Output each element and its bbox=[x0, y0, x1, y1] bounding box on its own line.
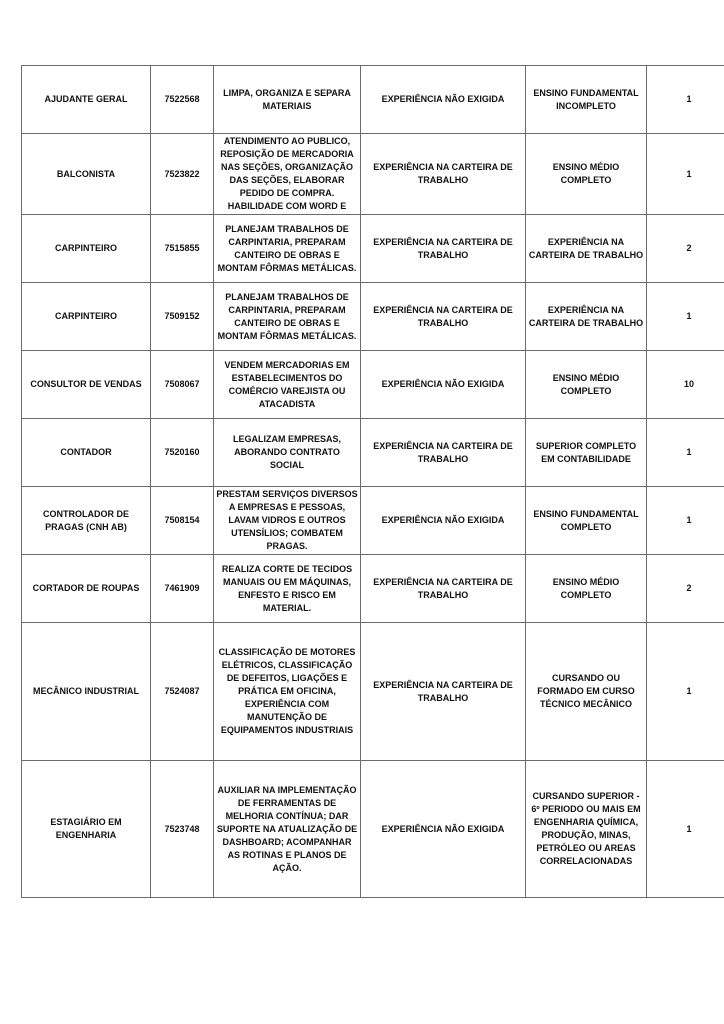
cell-cargo: ESTAGIÁRIO EM ENGENHARIA bbox=[22, 761, 151, 898]
cell-vagas: 1 bbox=[647, 283, 724, 351]
cell-codigo: 7523748 bbox=[151, 761, 214, 898]
cell-descricao: LIMPA, ORGANIZA E SEPARA MATERIAIS bbox=[214, 66, 361, 134]
table-row bbox=[22, 761, 724, 898]
cell-codigo: 7523822 bbox=[151, 134, 214, 215]
cell-experiencia: EXPERIÊNCIA NA CARTEIRA DE TRABALHO bbox=[361, 555, 526, 623]
cell-codigo: 7520160 bbox=[151, 419, 214, 487]
cell-vagas: 1 bbox=[647, 487, 724, 555]
job-openings-table bbox=[21, 65, 724, 898]
cell-experiencia: EXPERIÊNCIA NÃO EXIGIDA bbox=[361, 351, 526, 419]
cell-descricao: REALIZA CORTE DE TECIDOS MANUAIS OU EM MÁQUINAS, ENFESTO E RISCO EM MATERIAL. bbox=[214, 555, 361, 623]
cell-experiencia: EXPERIÊNCIA NÃO EXIGIDA bbox=[361, 66, 526, 134]
cell-vagas: 1 bbox=[647, 419, 724, 487]
cell-vagas: 1 bbox=[647, 66, 724, 134]
cell-descricao: CLASSIFICAÇÃO DE MOTORES ELÉTRICOS, CLASSIFICAÇÃO DE DEFEITOS, LIGAÇÕES E PRÁTICA EM OFICINA, EXPERIÊNCIA COM MANUTENÇÃO DE EQUIPAMENTOS INDUSTRIAIS bbox=[214, 623, 361, 761]
table-row bbox=[22, 351, 724, 419]
cell-cargo: MECÂNICO INDUSTRIAL bbox=[22, 623, 151, 761]
cell-experiencia: EXPERIÊNCIA NA CARTEIRA DE TRABALHO bbox=[361, 134, 526, 215]
cell-cargo: CARPINTEIRO bbox=[22, 283, 151, 351]
cell-descricao: LEGALIZAM EMPRESAS, ABORANDO CONTRATO SOCIAL bbox=[214, 419, 361, 487]
cell-experiencia: EXPERIÊNCIA NÃO EXIGIDA bbox=[361, 487, 526, 555]
cell-vagas: 2 bbox=[647, 555, 724, 623]
cell-escolaridade: CURSANDO OU FORMADO EM CURSO TÉCNICO MECÂNICO bbox=[526, 623, 647, 761]
cell-descricao: PLANEJAM TRABALHOS DE CARPINTARIA, PREPARAM CANTEIRO DE OBRAS E MONTAM FÔRMAS METÁLICAS. bbox=[214, 283, 361, 351]
cell-cargo: AJUDANTE GERAL bbox=[22, 66, 151, 134]
cell-escolaridade: EXPERIÊNCIA NA CARTEIRA DE TRABALHO bbox=[526, 215, 647, 283]
cell-descricao: AUXILIAR NA IMPLEMENTAÇÃO DE FERRAMENTAS DE MELHORIA CONTÍNUA; DAR SUPORTE NA ATUALIZAÇÃO DE DASHBOARD; ACOMPANHAR AS ROTINAS E PLANOS DE AÇÃO. bbox=[214, 761, 361, 898]
cell-cargo: CONTADOR bbox=[22, 419, 151, 487]
cell-descricao: PRESTAM SERVIÇOS DIVERSOS A EMPRESAS E PESSOAS, LAVAM VIDROS E OUTROS UTENSÍLIOS; COMBATEM PRAGAS. bbox=[214, 487, 361, 555]
cell-experiencia: EXPERIÊNCIA NA CARTEIRA DE TRABALHO bbox=[361, 419, 526, 487]
cell-escolaridade: SUPERIOR COMPLETO EM CONTABILIDADE bbox=[526, 419, 647, 487]
cell-vagas: 1 bbox=[647, 623, 724, 761]
table-row bbox=[22, 555, 724, 623]
table-row bbox=[22, 487, 724, 555]
cell-codigo: 7509152 bbox=[151, 283, 214, 351]
cell-vagas: 1 bbox=[647, 134, 724, 215]
cell-escolaridade: ENSINO MÉDIO COMPLETO bbox=[526, 351, 647, 419]
cell-descricao: ATENDIMENTO AO PUBLICO, REPOSIÇÃO DE MERCADORIA NAS SEÇÕES, ORGANIZAÇÃO DAS SEÇÕES, ELABORAR PEDIDO DE COMPRA. HABILIDADE COM WORD E bbox=[214, 134, 361, 215]
cell-descricao: VENDEM MERCADORIAS EM ESTABELECIMENTOS DO COMÉRCIO VAREJISTA OU ATACADISTA bbox=[214, 351, 361, 419]
cell-codigo: 7508154 bbox=[151, 487, 214, 555]
cell-escolaridade: CURSANDO SUPERIOR - 6º PERIODO OU MAIS EM ENGENHARIA QUÍMICA, PRODUÇÃO, MINAS, PETRÓLEO OU AREAS CORRELACIONADAS bbox=[526, 761, 647, 898]
cell-escolaridade: ENSINO FUNDAMENTAL COMPLETO bbox=[526, 487, 647, 555]
cell-codigo: 7508067 bbox=[151, 351, 214, 419]
cell-codigo: 7515855 bbox=[151, 215, 214, 283]
cell-cargo: CARPINTEIRO bbox=[22, 215, 151, 283]
cell-vagas: 2 bbox=[647, 215, 724, 283]
cell-cargo: CORTADOR DE ROUPAS bbox=[22, 555, 151, 623]
cell-escolaridade: ENSINO MÉDIO COMPLETO bbox=[526, 555, 647, 623]
table-row bbox=[22, 215, 724, 283]
cell-cargo: CONSULTOR DE VENDAS bbox=[22, 351, 151, 419]
table-row bbox=[22, 66, 724, 134]
cell-experiencia: EXPERIÊNCIA NÃO EXIGIDA bbox=[361, 761, 526, 898]
cell-escolaridade: ENSINO FUNDAMENTAL INCOMPLETO bbox=[526, 66, 647, 134]
table-row bbox=[22, 419, 724, 487]
cell-descricao: PLANEJAM TRABALHOS DE CARPINTARIA, PREPARAM CANTEIRO DE OBRAS E MONTAM FÔRMAS METÁLICAS. bbox=[214, 215, 361, 283]
table-row bbox=[22, 623, 724, 761]
cell-escolaridade: ENSINO MÉDIO COMPLETO bbox=[526, 134, 647, 215]
cell-experiencia: EXPERIÊNCIA NA CARTEIRA DE TRABALHO bbox=[361, 623, 526, 761]
table-row bbox=[22, 283, 724, 351]
cell-experiencia: EXPERIÊNCIA NA CARTEIRA DE TRABALHO bbox=[361, 215, 526, 283]
cell-vagas: 1 bbox=[647, 761, 724, 898]
cell-experiencia: EXPERIÊNCIA NA CARTEIRA DE TRABALHO bbox=[361, 283, 526, 351]
cell-escolaridade: EXPERIÊNCIA NA CARTEIRA DE TRABALHO bbox=[526, 283, 647, 351]
cell-vagas: 10 bbox=[647, 351, 724, 419]
table-row bbox=[22, 134, 724, 215]
cell-codigo: 7461909 bbox=[151, 555, 214, 623]
cell-cargo: BALCONISTA bbox=[22, 134, 151, 215]
cell-codigo: 7524087 bbox=[151, 623, 214, 761]
cell-codigo: 7522568 bbox=[151, 66, 214, 134]
cell-cargo: CONTROLADOR DE PRAGAS (CNH AB) bbox=[22, 487, 151, 555]
